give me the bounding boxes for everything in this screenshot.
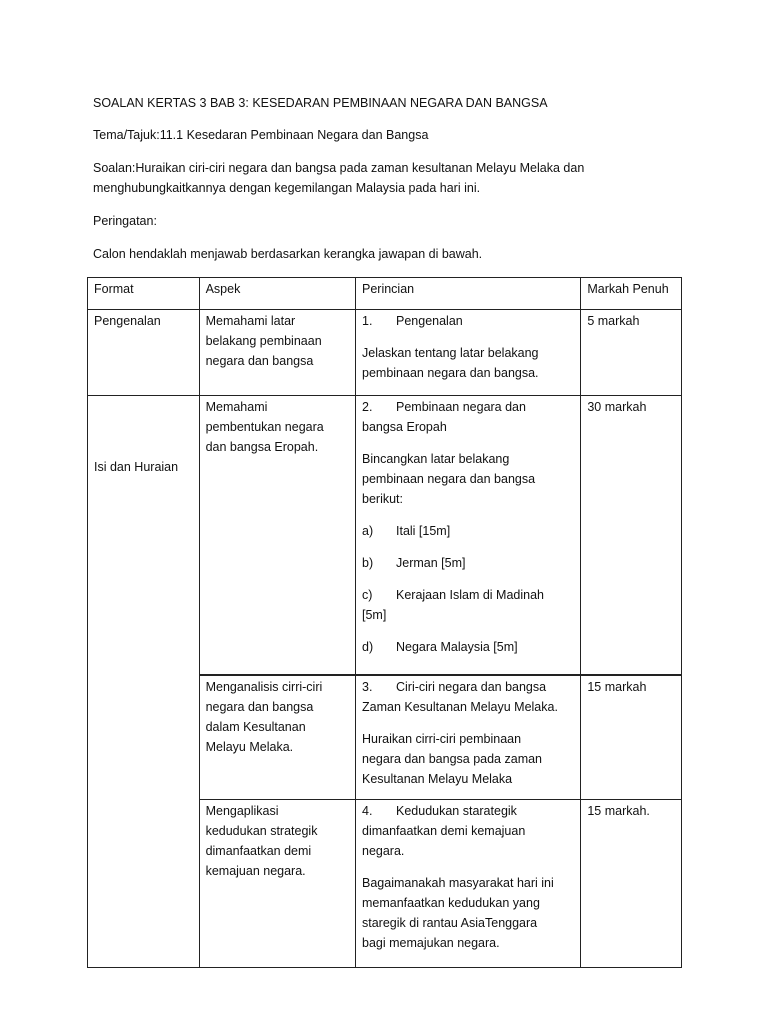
- row2-markah: 30 markah: [581, 396, 682, 675]
- row1-perincian-cell: [356, 310, 581, 396]
- table-row: [88, 310, 682, 396]
- row3-desc: Huraikan cirri-ciri pembinaan negara dan bangsa pada zaman Kesultanan Melayu Melaka: [362, 731, 543, 786]
- item-a-label: a): [362, 524, 374, 538]
- row4-number: 4.: [362, 804, 373, 818]
- topic-line: Tema/Tajuk:11.1 Kesedaran Pembinaan Negara dan Bangsa: [93, 128, 429, 142]
- isi-huraian-cell: [88, 396, 200, 968]
- row3-aspek: Menganalisis cirri-ciri negara dan bangsa dalam Kesultanan Melayu Melaka.: [205, 679, 323, 754]
- item-a-text: Itali [15m]: [396, 524, 451, 538]
- warning-label: Peringatan:: [93, 214, 157, 228]
- row4-markah: 15 markah.: [581, 800, 682, 968]
- row1-heading: Pengenalan: [396, 314, 463, 328]
- list-item: [362, 521, 574, 541]
- list-item: [362, 637, 574, 657]
- row4-aspek: Mengaplikasi kedudukan strategik dimanfaatkan demi kemajuan negara.: [205, 804, 318, 878]
- isi-huraian-label: Isi dan Huraian: [94, 460, 179, 474]
- row2-aspek-cell: [199, 396, 355, 675]
- instruction-line: Calon hendaklah menjawab berdasarkan kerangka jawapan di bawah.: [93, 247, 483, 261]
- row1-number: 1.: [362, 314, 373, 328]
- table-row: [88, 396, 682, 675]
- item-d-text: Negara Malaysia [5m]: [396, 640, 518, 654]
- row1-desc: Jelaskan tentang latar belakang pembinaan negara dan bangsa.: [362, 346, 539, 380]
- header-perincian: Perincian: [356, 278, 581, 310]
- row2-heading-line: [362, 397, 574, 417]
- list-item: [362, 585, 574, 605]
- item-b-text: Jerman [5m]: [396, 556, 466, 570]
- row1-aspek: Memahami latar belakang pembinaan negara dan bangsa: [205, 314, 322, 368]
- row3-aspek-cell: [199, 675, 355, 800]
- answer-framework-table: [87, 277, 682, 968]
- row2-heading: Pembinaan negara dan: [396, 400, 526, 414]
- row2-aspek: Memahami pembentukan negara dan bangsa Eropah.: [205, 400, 324, 454]
- row3-markah: 15 markah: [581, 675, 682, 800]
- row1-markah: 5 markah: [581, 310, 682, 396]
- row4-heading: Kedudukan starategik: [396, 804, 517, 818]
- header-aspek: Aspek: [199, 278, 355, 310]
- row2-heading-2: bangsa Eropah: [362, 420, 447, 434]
- row2-perincian-cell: [356, 396, 581, 675]
- item-c-text: Kerajaan Islam di Madinah: [396, 588, 544, 602]
- row2-desc: Bincangkan latar belakang pembinaan negara dan bangsa berikut:: [362, 452, 536, 506]
- header-markah: Markah Penuh: [581, 278, 682, 310]
- list-item: [362, 553, 574, 573]
- document-title: SOALAN KERTAS 3 BAB 3: KESEDARAN PEMBINAAN NEGARA DAN BANGSA: [93, 96, 548, 110]
- table-header-row: [88, 278, 682, 310]
- header-format: Format: [88, 278, 200, 310]
- row4-desc: Bagaimanakah masyarakat hari ini memanfaatkan kedudukan yang staregik di rantau AsiaTenggara bagi memajukan negara.: [362, 876, 554, 950]
- item-d-label: d): [362, 640, 374, 654]
- row4-aspek-cell: [199, 800, 355, 968]
- row3-heading: Ciri-ciri negara dan bangsa: [396, 679, 547, 694]
- row2-number: 2.: [362, 400, 373, 414]
- row1-format: Pengenalan: [88, 310, 200, 396]
- question-line-2: menghubungkaitkannya dengan kegemilangan Malaysia pada hari ini.: [93, 181, 481, 195]
- question-text: [93, 158, 693, 198]
- row3-perincian-cell: [356, 675, 581, 800]
- item-c-continuation: [5m]: [362, 608, 387, 622]
- item-b-label: b): [362, 556, 374, 570]
- row4-heading-2: dimanfaatkan demi kemajuan negara.: [362, 824, 526, 858]
- row4-perincian-cell: [356, 800, 581, 968]
- question-line-1: Soalan:Huraikan ciri-ciri negara dan bangsa pada zaman kesultanan Melayu Melaka dan: [93, 161, 585, 175]
- row1-heading-line: [362, 311, 574, 331]
- row4-heading-line: [362, 801, 574, 821]
- row3-number: 3.: [362, 679, 373, 694]
- row3-heading-2: Zaman Kesultanan Melayu Melaka.: [362, 699, 558, 714]
- row1-aspek-cell: [199, 310, 355, 396]
- item-c-label: c): [362, 588, 373, 602]
- row3-heading-line: [362, 677, 574, 697]
